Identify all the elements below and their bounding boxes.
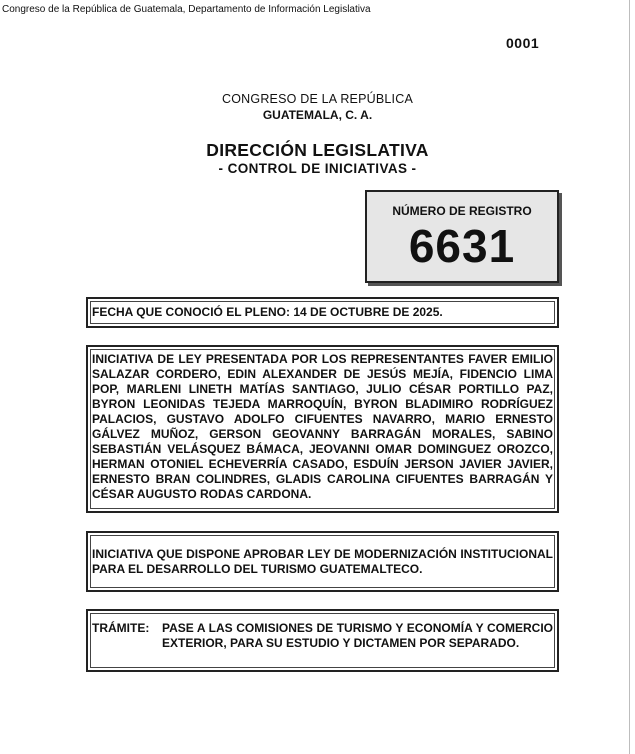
presenters-text: INICIATIVA DE LEY PRESENTADA POR LOS REPRESENTANTES FAVER EMILIO SALAZAR CORDERO, EDIN ALEXANDER DE JESÚS MEJÍA, FIDENCIO LIMA POP, MARLENI LINETH MATÍAS SANTIAGO, JULIO CÉSAR PORTILLO PAZ, BYRON LEONIDAS TEJEDA MARROQUÍN, BYRON BLADIMIRO RODRÍGUEZ PALACIOS, GUSTAVO ADOLFO CIFUENTES NAVARRO, MARIO ERNESTO GÁLVEZ MUÑOZ, GERSON GEOVANNY BARRAGÁN MORALES, SABINO SEBASTIÁN VELÁSQUEZ BÁMACA, JEOVANNI OMAR DOMINGUEZ OROZCO, HERMAN OTONIEL ECHEVERRÍA CASADO, ESDUÍN JERSON JAVIER JAVIER, ERNESTO BRAN COLINDRES, GLADIS CAROLINA CIFUENTES BARRAGÁN Y CÉSAR AUGUSTO RODAS CARDONA.	[92, 352, 553, 501]
registration-label: NÚMERO DE REGISTRO	[392, 204, 532, 218]
registration-number: 6631	[408, 220, 516, 272]
plenary-date-text: FECHA QUE CONOCIÓ EL PLENO: 14 DE OCTUBRE DE 2025.	[92, 305, 443, 319]
presenters-box	[86, 345, 559, 513]
procedure-text: PASE A LAS COMISIONES DE TURISMO Y ECONOMÍA Y COMERCIO EXTERIOR, PARA SU ESTUDIO Y DICTAMEN POR SEPARADO.	[162, 621, 553, 650]
office-title: DIRECCIÓN LEGISLATIVA	[206, 140, 429, 160]
source-header: Congreso de la República de Guatemala, Departamento de Información Legislativa	[2, 4, 371, 15]
initiative-subject-box	[86, 531, 559, 592]
initiative-subject-text: INICIATIVA QUE DISPONE APROBAR LEY DE MODERNIZACIÓN INSTITUCIONAL PARA EL DESARROLLO DEL TURISMO GUATEMALTECO.	[92, 547, 553, 576]
country-name: GUATEMALA, C. A.	[262, 108, 373, 122]
procedure-label: TRÁMITE:	[92, 621, 150, 635]
plenary-date-box	[86, 297, 559, 328]
office-subtitle: - CONTROL DE INICIATIVAS -	[218, 161, 417, 176]
institution-name: CONGRESO DE LA REPÚBLICA	[222, 92, 413, 106]
page-number: 0001	[506, 35, 540, 51]
procedure-box	[86, 609, 559, 672]
registration-box	[365, 190, 559, 283]
